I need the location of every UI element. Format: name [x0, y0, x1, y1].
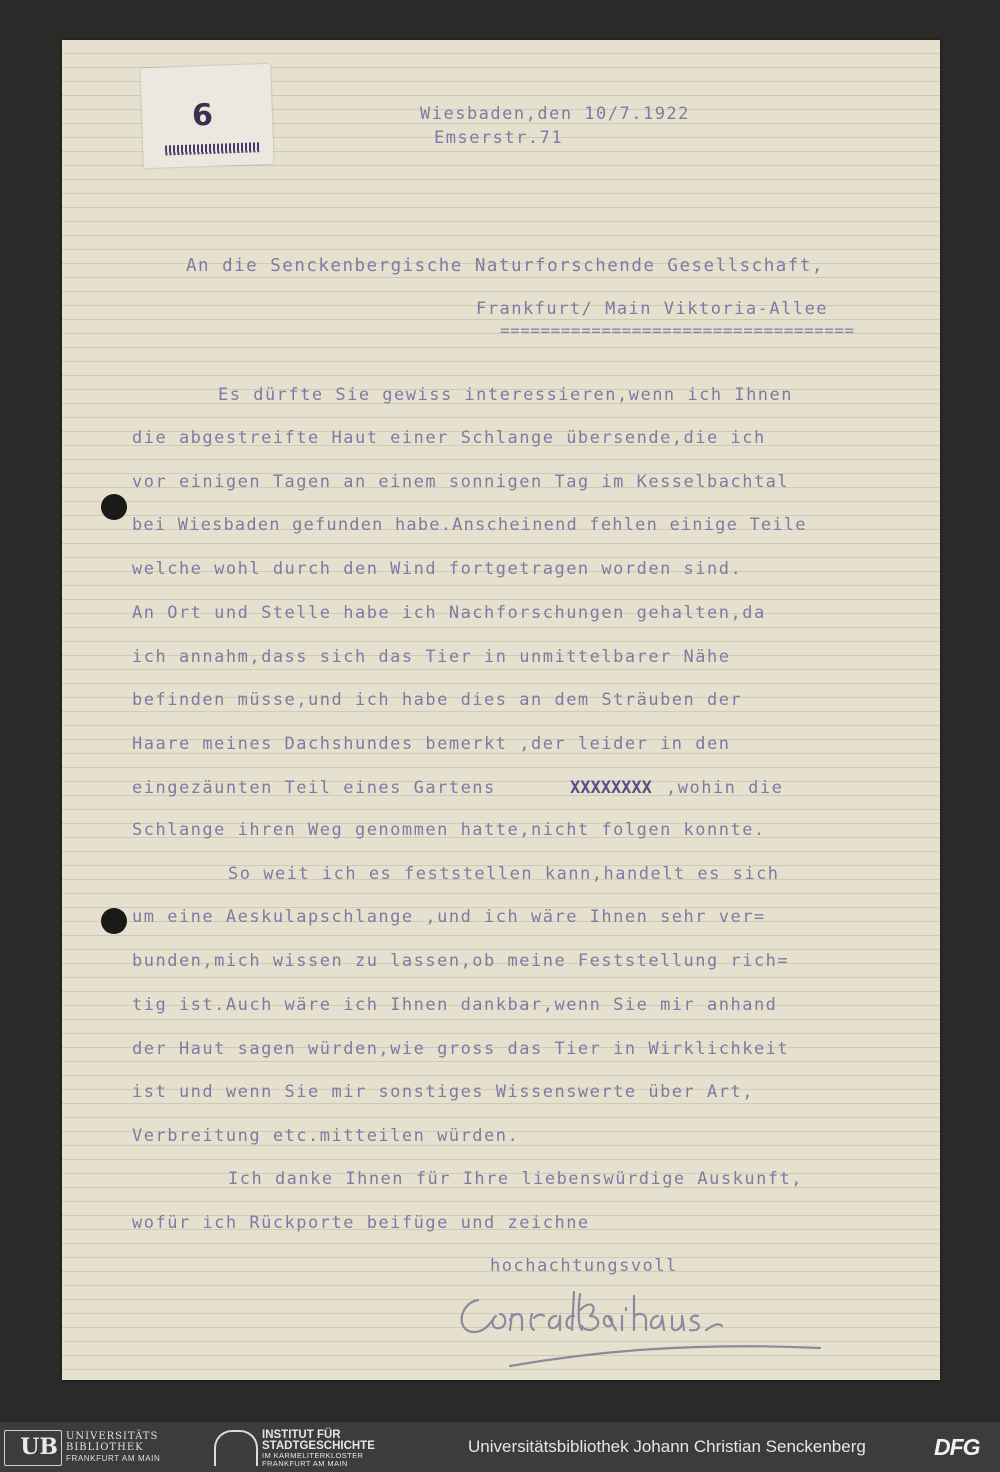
body-line: befinden müsse,und ich habe dies an dem Sträuben der [132, 690, 743, 710]
body-line: So weit ich es feststellen kann,handelt es sich [228, 864, 780, 884]
body-line: der Haut sagen würden,wie gross das Tier in Wirklichkeit [132, 1039, 790, 1059]
archive-number-sticker [140, 64, 273, 168]
handwritten-signature [450, 1280, 830, 1380]
body-line: Ich danke Ihnen für Ihre liebenswürdige Auskunft, [228, 1169, 804, 1189]
archive-number: 6 [191, 97, 214, 134]
punch-hole-bottom [101, 908, 127, 934]
recipient-underline: =================================== [500, 321, 855, 340]
ifs-line-2: STADTGESCHICHTE [262, 1440, 375, 1452]
body-line: bei Wiesbaden gefunden habe.Anscheinend fehlen einige Teile [132, 515, 807, 535]
body-line: welche wohl durch den Wind fortgetragen worden sind. [132, 559, 743, 579]
recipient-line-1: An die Senckenbergische Naturforschende Gesellschaft, [186, 256, 824, 276]
barcode [165, 142, 259, 155]
body-line: vor einigen Tagen an einem sonnigen Tag im Kesselbachtal [132, 472, 790, 492]
ifs-logo[interactable] [214, 1429, 414, 1468]
ifs-logo-text [262, 1430, 375, 1468]
ub-logo-text [66, 1431, 160, 1464]
footer-bar [0, 1422, 1000, 1472]
body-line: Es dürfte Sie gewiss interessieren,wenn ich Ihnen [218, 385, 794, 405]
body-line: um eine Aeskulapschlange ,und ich wäre Ihnen sehr ver= [132, 907, 766, 927]
body-line: Haare meines Dachshundes bemerkt ,der leider in den [132, 734, 731, 754]
street-line: Emserstr.71 [434, 128, 564, 148]
ifs-line-3: IM KARMELITERKLOSTER [262, 1451, 364, 1460]
body-line: Schlange ihren Weg genommen hatte,nicht folgen konnte. [132, 820, 766, 840]
recipient-line-2: Frankfurt/ Main Viktoria-Allee [476, 299, 829, 319]
body-line: bunden,mich wissen zu lassen,ob meine Feststellung rich= [132, 951, 790, 971]
ifs-line-1: INSTITUT FÜR [262, 1429, 341, 1441]
body-line: Verbreitung etc.mitteilen würden. [132, 1126, 520, 1146]
ub-logo[interactable] [4, 1430, 200, 1464]
dfg-logo[interactable]: DFG [934, 1434, 980, 1460]
punch-hole-top [101, 494, 127, 520]
goethe-emblem-icon [4, 1430, 62, 1466]
body-line: ich annahm,dass sich das Tier in unmittelbarer Nähe [132, 647, 731, 667]
body-line: tig ist.Auch wäre ich Ihnen dankbar,wenn Sie mir anhand [132, 995, 778, 1015]
arch-emblem-icon [214, 1430, 258, 1466]
body-line: An Ort und Stelle habe ich Nachforschungen gehalten,da [132, 603, 766, 623]
body-line-continuation: ,wohin die [666, 778, 784, 798]
ub-mark: UB [20, 1434, 58, 1460]
body-line: die abgestreifte Haut einer Schlange übersende,die ich [132, 428, 766, 448]
library-title: Universitätsbibliothek Johann Christian Senckenberg [468, 1437, 866, 1456]
body-line: eingezäunten Teil eines Gartens [132, 778, 496, 798]
ub-line-1: UNIVERSITÄTS [66, 1431, 159, 1442]
date-line: Wiesbaden,den 10/7.1922 [420, 104, 690, 124]
struck-out-text: XXXXXXXX [570, 778, 652, 798]
ub-line-2: BIBLIOTHEK [66, 1442, 144, 1453]
body-line: ist und wenn Sie mir sonstiges Wissenswerte über Art, [132, 1082, 754, 1102]
ub-line-3: FRANKFURT AM MAIN [66, 1454, 161, 1463]
body-line: wofür ich Rückporte beifüge und zeichne [132, 1213, 590, 1233]
ifs-line-4: FRANKFURT AM MAIN [262, 1459, 348, 1468]
closing: hochachtungsvoll [490, 1256, 678, 1276]
